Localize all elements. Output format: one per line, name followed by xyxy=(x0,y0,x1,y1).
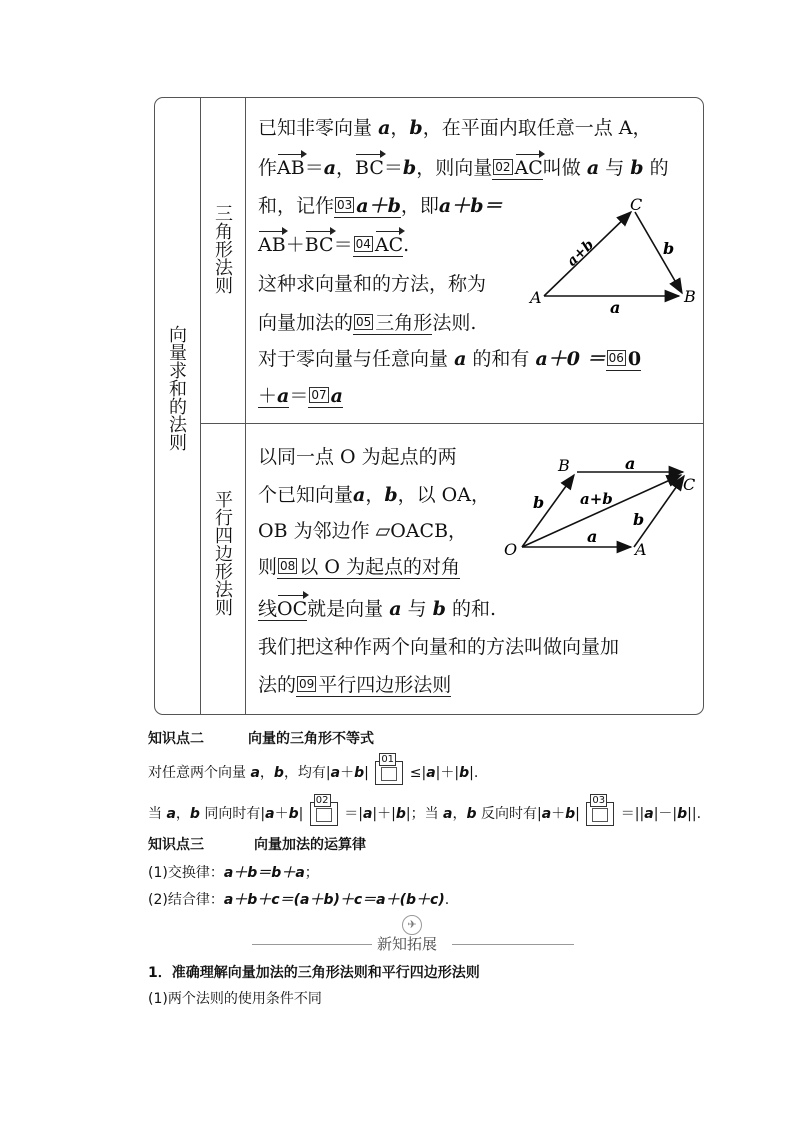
answer-box-03: 03 xyxy=(586,802,614,826)
rule-table xyxy=(154,97,704,715)
label-C: C xyxy=(683,475,696,494)
table-row-divider xyxy=(200,423,703,424)
triangle-figure xyxy=(522,192,702,317)
label-a-plus-b: a+b xyxy=(580,490,613,508)
k2-line-2: 当 a，b 同向时有|a＋b| 02 ＝|a|＋|b|；当 a，b 反向时有|a＋b| 03 ＝||a|－|b||. xyxy=(148,802,701,826)
tri-line-7: 对于零向量与任意向量 a 的和有 a＋0 ＝ 06 0 xyxy=(258,348,642,370)
table-divider-1 xyxy=(200,98,201,714)
row-header: 向量求和的法则 xyxy=(166,325,187,451)
tri-line-8: ＋a＝ 07 a xyxy=(258,385,343,407)
label-a: a xyxy=(610,298,621,317)
para-line-7: 法的 09 平行四边形法则 xyxy=(258,674,452,696)
tri-line-2: 作AB＝a，BC＝b，则向量 02 AC叫做 a 与 b 的 xyxy=(258,157,669,179)
tri-line-4: AB＋BC＝ 04 AC. xyxy=(258,234,410,256)
vector-b-line xyxy=(635,212,682,293)
answer-box-01: 01 xyxy=(375,761,403,785)
label-b-left: b xyxy=(533,493,545,512)
ext-rule-left xyxy=(252,944,372,945)
parallelogram-figure xyxy=(500,450,704,565)
parallelogram-header: 平行四边形法则 xyxy=(212,490,233,616)
answer-number-04: 04 xyxy=(355,237,371,251)
answer-number-09: 09 xyxy=(299,677,315,691)
tri-line-3: 和，记作 03 a＋b，即a＋b＝ xyxy=(258,195,503,217)
compass-icon: ✈ xyxy=(402,915,422,935)
diagonal-OC xyxy=(522,475,681,547)
label-a-top: a xyxy=(625,454,636,473)
para-1: 1．准确理解向量加法的三角形法则和平行四边形法则 xyxy=(148,965,480,981)
k2-title: 知识点二 向量的三角形不等式 xyxy=(148,731,374,747)
label-a-plus-b: a+b xyxy=(564,236,598,270)
tri-line-1: 已知非零向量 a，b，在平面内取任意一点 A， xyxy=(258,117,652,139)
k2-line-1: 对任意两个向量 a，b，均有|a＋b| 01 ≤|a|＋|b|. xyxy=(148,761,478,785)
triangle-header: 三角形法则 xyxy=(212,204,233,294)
k3-line-1: (1)交换律：a＋b＝b＋a； xyxy=(148,865,319,881)
answer-number-05: 05 xyxy=(356,315,372,329)
label-b-right: b xyxy=(633,510,645,529)
label-A: A xyxy=(635,540,647,559)
table-divider-2 xyxy=(245,98,246,714)
label-O: O xyxy=(504,540,518,559)
label-b: b xyxy=(663,239,675,258)
answer-number-08: 08 xyxy=(280,559,296,573)
side-OB xyxy=(522,475,574,547)
para-line-6: 我们把这种作两个向量和的方法叫做向量加 xyxy=(258,636,620,658)
answer-number-07: 07 xyxy=(311,388,327,402)
para-line-1: 以同一点 O 为起点的两 xyxy=(258,446,457,468)
tri-line-6: 向量加法的 05 三角形法则. xyxy=(258,312,477,334)
k3-title: 知识点三 向量加法的运算律 xyxy=(148,837,366,853)
label-A: A xyxy=(530,288,542,307)
answer-number-06: 06 xyxy=(608,351,624,365)
answer-box-02: 02 xyxy=(310,802,338,826)
label-B: B xyxy=(684,287,696,306)
para-line-3: OB 为邻边作 ▱OACB， xyxy=(258,520,468,542)
k3-line-2: (2)结合律：a＋b＋c＝(a＋b)＋c＝a＋(b＋c). xyxy=(148,892,450,908)
para-line-4: 则 08 以 O 为起点的对角 xyxy=(258,556,460,578)
label-B: B xyxy=(558,456,570,475)
answer-number-02: 02 xyxy=(495,160,511,174)
para-line-2: 个已知向量a，b，以 OA， xyxy=(258,484,490,506)
label-C: C xyxy=(630,195,643,214)
label-a-bottom: a xyxy=(587,527,598,546)
para-2: (1)两个法则的使用条件不同 xyxy=(148,991,322,1007)
para-line-5: 线OC就是向量 a 与 b 的和. xyxy=(258,598,497,620)
answer-number-03: 03 xyxy=(337,198,353,212)
tri-line-5: 这种求向量和的方法，称为 xyxy=(258,273,487,295)
ext-title: 新知拓展 xyxy=(377,935,438,953)
ext-rule-right xyxy=(452,944,574,945)
